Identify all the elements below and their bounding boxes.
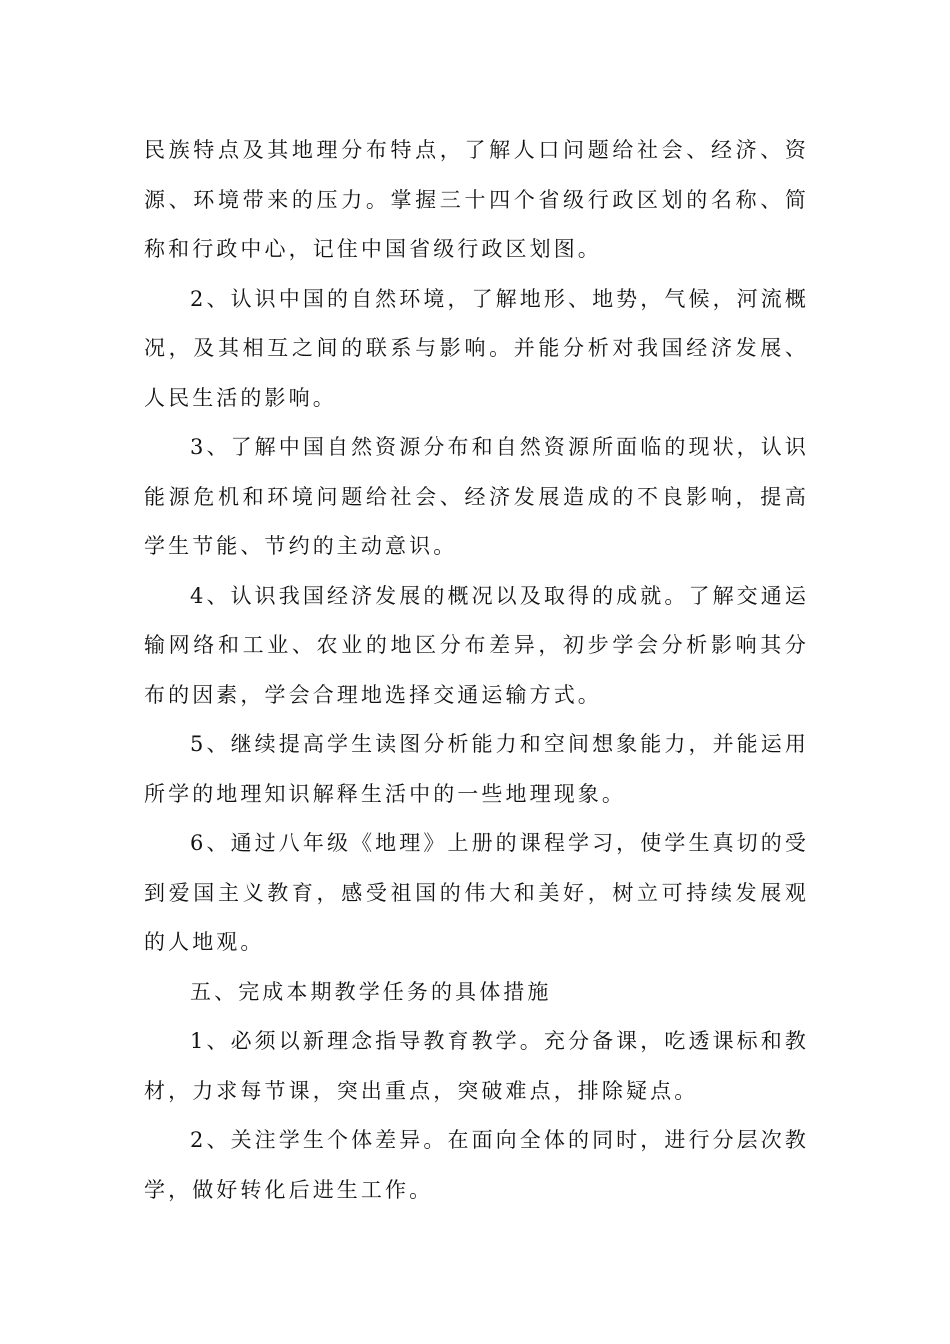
paragraph-item-5: 5、继续提高学生读图分析能力和空间想象能力，并能运用所学的地理知识解释生活中的一些地理现象。 <box>144 732 809 806</box>
section-heading: 五、完成本期教学任务的具体措施 <box>190 979 552 1004</box>
paragraph-item-2: 2、认识中国的自然环境，了解地形、地势，气候，河流概况，及其相互之间的联系与影响。并能分析对我国经济发展、人民生活的影响。 <box>144 286 809 410</box>
paragraph-item-4: 4、认识我国经济发展的概况以及取得的成就。了解交通运输网络和工业、农业的地区分布差异，初步学会分析影响其分布的因素，学会合理地选择交通运输方式。 <box>144 583 809 707</box>
paragraph-item-3: 3、了解中国自然资源分布和自然资源所面临的现状，认识能源危机和环境问题给社会、经济发展造成的不良影响，提高学生节能、节约的主动意识。 <box>144 435 809 558</box>
document-body <box>144 126 809 1215</box>
measure-item-1: 1、必须以新理念指导教育教学。充分备课，吃透课标和教材，力求每节课，突出重点，突破难点，排除疑点。 <box>144 1029 809 1103</box>
paragraph-item-6: 6、通过八年级《地理》上册的课程学习，使学生真切的受到爱国主义教育，感受祖国的伟大和美好，树立可持续发展观的人地观。 <box>144 831 809 954</box>
measure-item-2: 2、关注学生个体差异。在面向全体的同时，进行分层次教学，做好转化后进生工作。 <box>144 1128 809 1202</box>
paragraph-continuation: 民族特点及其地理分布特点，了解人口问题给社会、经济、资源、环境带来的压力。掌握三十四个省级行政区划的名称、简称和行政中心，记住中国省级行政区划图。 <box>144 138 809 261</box>
